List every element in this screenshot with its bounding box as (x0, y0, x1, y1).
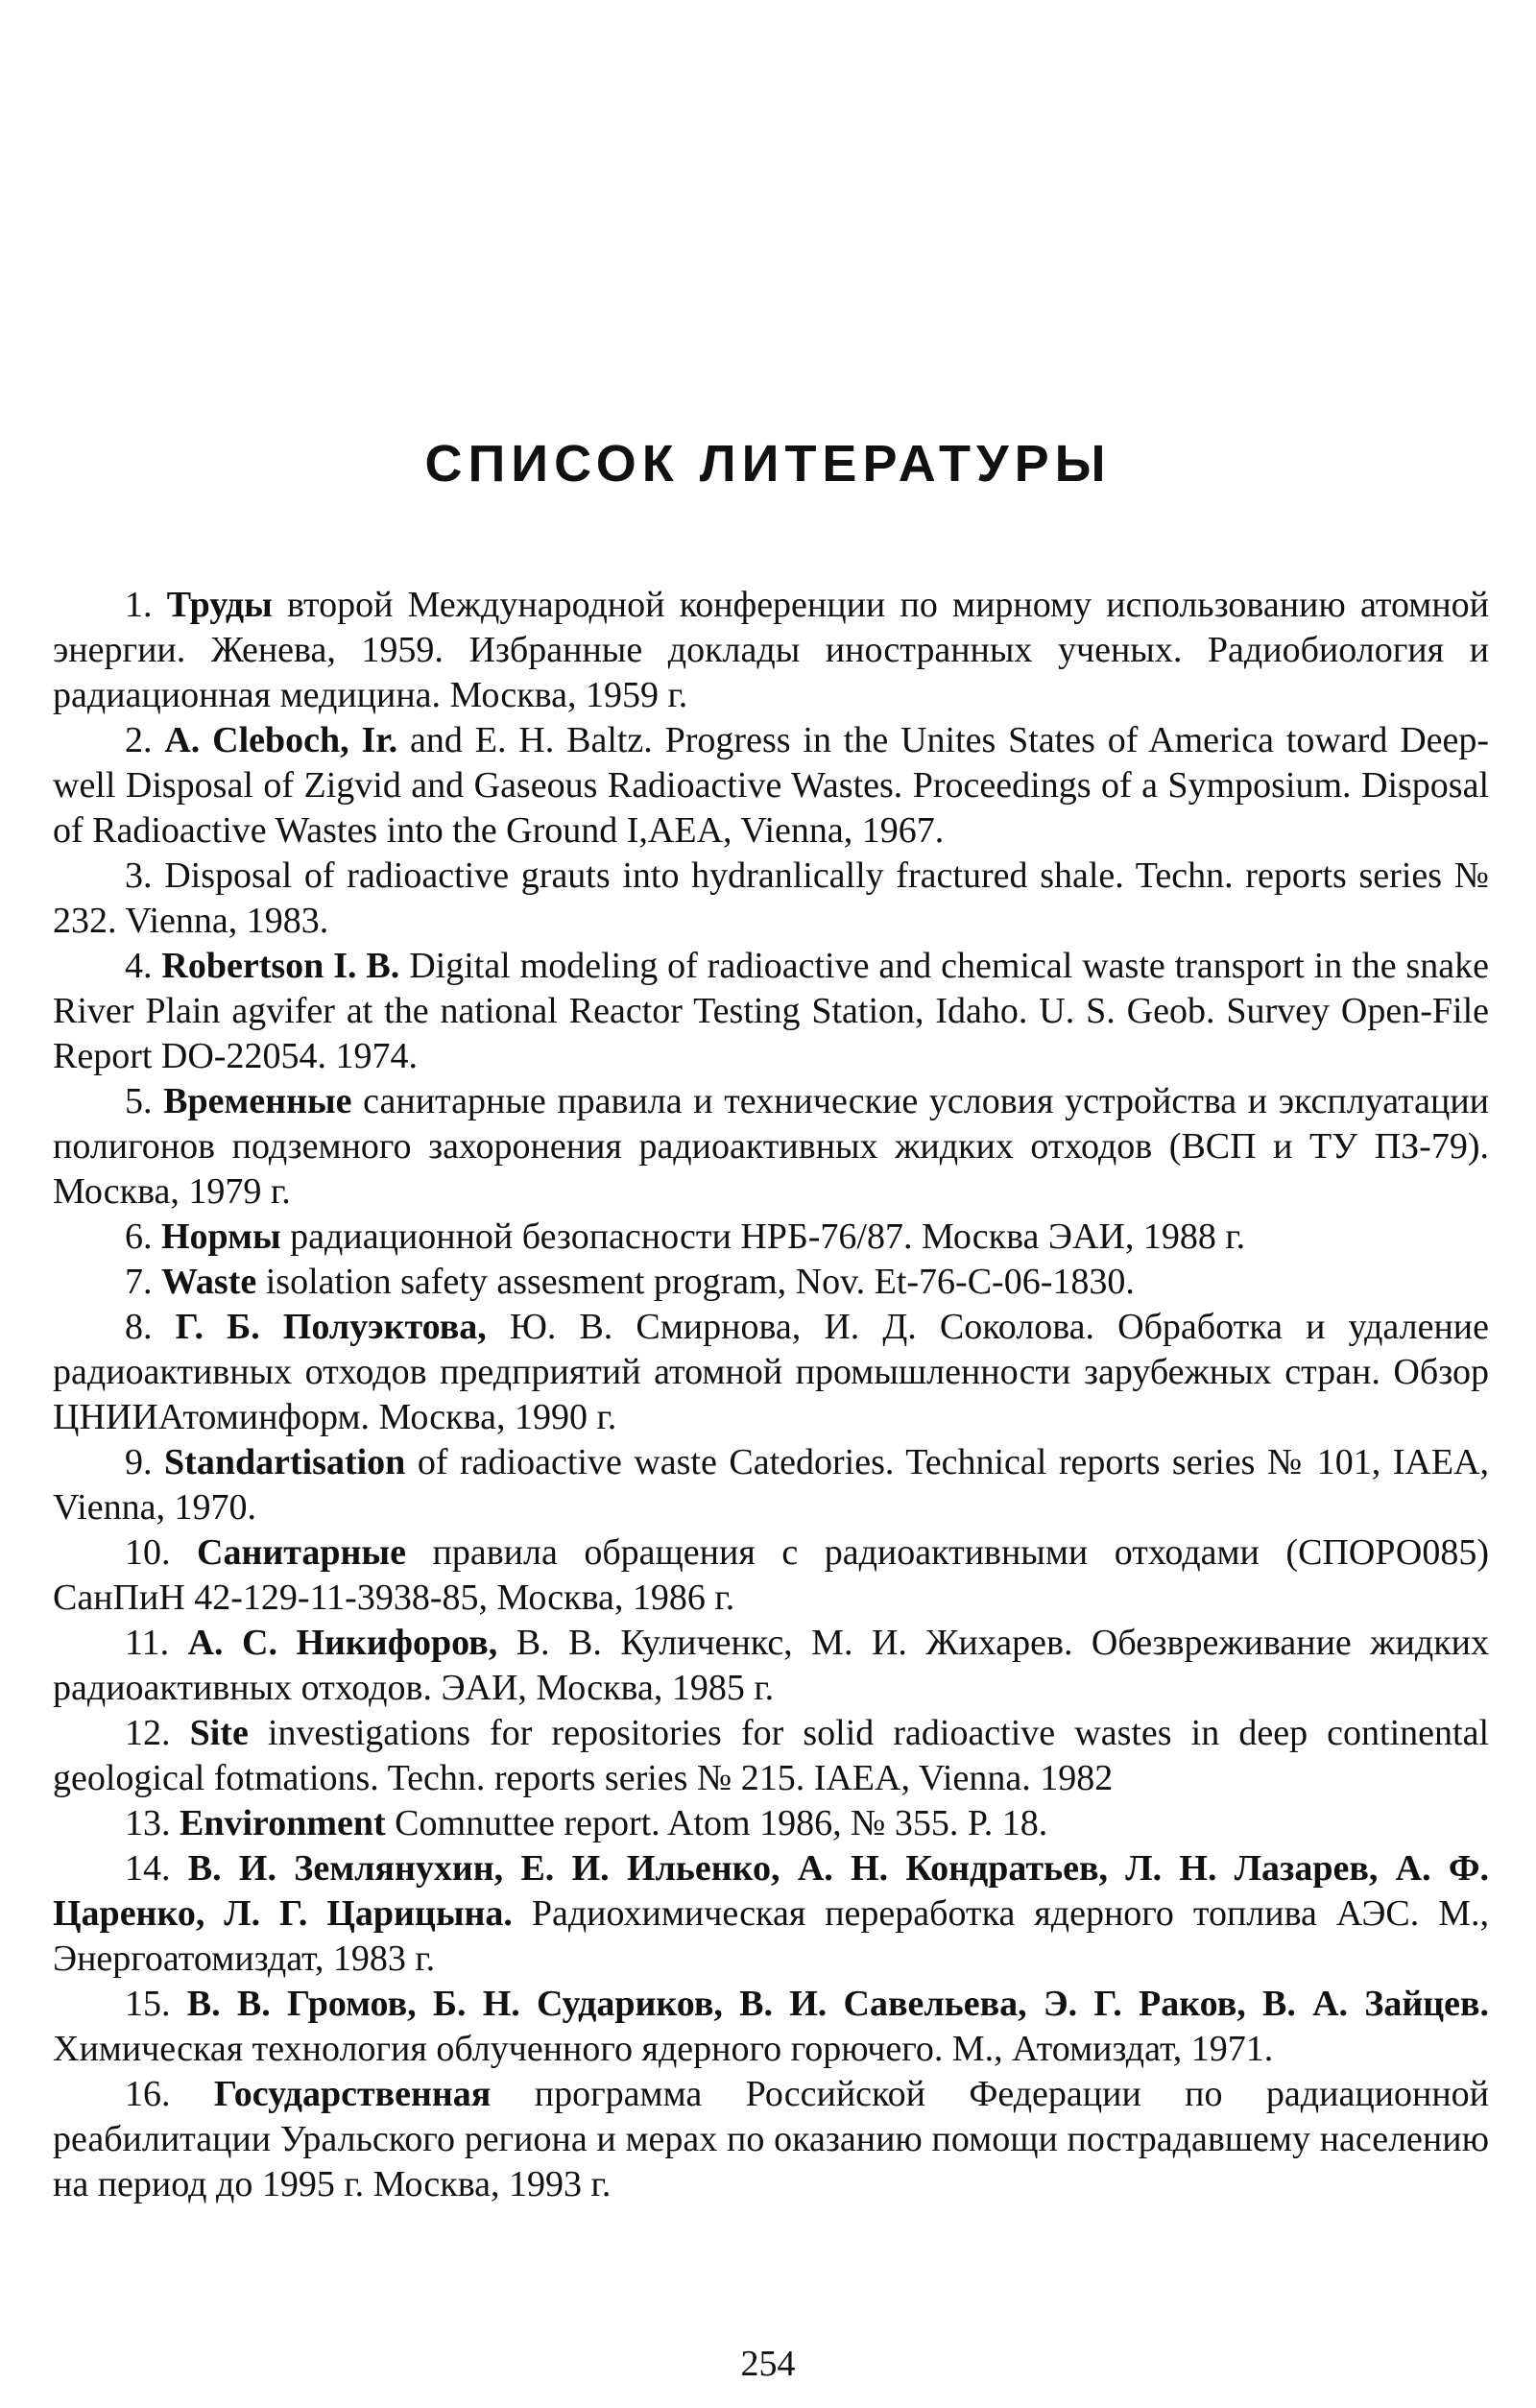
reference-item (53, 1846, 1489, 1982)
reference-text: investigations for repositories for solid radioactive wastes in deep continental geological fotmations. Techn. reports series № 215. IAEA, Vienna. 1982 (53, 1713, 1489, 1798)
reference-number: 5. (125, 1081, 153, 1121)
reference-author: В. И. Землянухин, Е. И. Ильенко, А. Н. Кондратьев, Л. Н. Лазарев, А. Ф. Царенко, Л. Г. Царицына. (53, 1848, 1490, 1934)
page-title: СПИСОК ЛИТЕРАТУРЫ (424, 435, 1112, 493)
reference-text: Comnuttee report. Atom 1986, № 355. P. 18. (395, 1803, 1048, 1843)
reference-number: 8. (125, 1307, 153, 1347)
reference-list (53, 583, 1489, 2207)
reference-item (53, 1982, 1489, 2072)
page-number: 254 (740, 2344, 796, 2384)
reference-number: 13. (125, 1803, 171, 1843)
reference-item (53, 1215, 1489, 1260)
reference-number: 6. (125, 1216, 153, 1257)
reference-text: and E. H. Baltz. Progress in the Unites States of America toward Deep-well Disposal of Zigvid and Gaseous Radioactive Wastes. Proceedings of a Symposium. Disposal of Radioactive Wastes into the Ground I,AEA, Vienna, 1967. (53, 720, 1490, 851)
reference-text: Радиохимическая переработка ядерного топлива АЭС. М., Энергоатомиздат, 1983 г. (53, 1893, 1489, 1979)
reference-item (53, 2072, 1489, 2207)
reference-text: санитарные правила и технические условия устройства и эксплуатации полигонов подземного захоронения радиоактивных жидких отходов (ВСП и ТУ ПЗ-79). Москва, 1979 г. (53, 1081, 1490, 1212)
reference-item (53, 854, 1489, 944)
reference-author: Environment (180, 1803, 386, 1843)
reference-author: Г. Б. Полуэктова, (175, 1307, 487, 1347)
reference-author: Waste (161, 1262, 257, 1302)
reference-number: 16. (125, 2074, 171, 2114)
reference-item (53, 1305, 1489, 1440)
reference-number: 1. (125, 585, 153, 625)
reference-author: Site (189, 1713, 249, 1753)
reference-item (53, 1801, 1489, 1846)
reference-text: Disposal of radioactive grauts into hydranlically fractured shale. Techn. reports series № 232. Vienna, 1983. (53, 855, 1490, 941)
reference-author: Временные (163, 1081, 352, 1121)
reference-item (53, 1260, 1489, 1305)
reference-text: В. В. Куличенкс, М. И. Жихарев. Обезвреживание жидких радиоактивных отходов. ЭАИ, Москва, 1985 г. (53, 1623, 1489, 1708)
reference-text: программа Российской Федерации по радиационной реабилитации Уральского региона и мерах по оказанию помощи пострадавшему населению на период до 1995 г. Москва, 1993 г. (53, 2074, 1490, 2204)
reference-text: of radioactive waste Catedories. Technical reports series № 101, IAEA, Vienna, 1970. (53, 1442, 1490, 1528)
reference-author: Нормы (161, 1216, 281, 1257)
reference-text: Ю. В. Смирнова, И. Д. Соколова. Обработка и удаление радиоактивных отходов предприятий атомной промышленности зарубежных стран. Обзор ЦНИИАтоминформ. Москва, 1990 г. (53, 1307, 1489, 1437)
reference-item (53, 583, 1489, 718)
reference-number: 2. (125, 720, 153, 760)
reference-text: правила обращения с радиоактивными отходами (СПОРО085) СанПиН 42-129-11-3938-85, Москва, 1986 г. (53, 1532, 1489, 1618)
reference-item (53, 1711, 1489, 1801)
reference-author: Труды (166, 585, 273, 625)
reference-text: радиационной безопасности НРБ-76/87. Москва ЭАИ, 1988 г. (290, 1216, 1246, 1257)
reference-author: A. Cleboch, Ir. (164, 720, 398, 760)
reference-number: 3. (125, 855, 153, 896)
reference-author: Государственная (213, 2074, 492, 2114)
reference-author: Robertson I. B. (161, 946, 400, 986)
reference-author: Санитарные (197, 1532, 406, 1573)
reference-author: Standartisation (164, 1442, 406, 1482)
reference-number: 9. (125, 1442, 153, 1482)
reference-author: В. В. Громов, Б. Н. Судариков, В. И. Савельева, Э. Г. Раков, В. А. Зайцев. (186, 1984, 1489, 2024)
reference-number: 11. (125, 1623, 170, 1663)
reference-text: второй Международной конференции по мирному использованию атомной энергии. Женева, 1959. Избранные доклады иностранных ученых. Радиобиология и радиационная медицина. Москва, 1959 г. (53, 585, 1489, 715)
reference-number: 12. (125, 1713, 171, 1753)
reference-item (53, 1621, 1489, 1711)
reference-item (53, 718, 1489, 854)
reference-item (53, 1440, 1489, 1530)
reference-text: isolation safety assesment program, Nov. Et-76-C-06-1830. (265, 1262, 1135, 1302)
reference-number: 15. (125, 1984, 171, 2024)
reference-item (53, 1530, 1489, 1621)
reference-author: А. С. Никифоров, (187, 1623, 498, 1663)
reference-number: 4. (125, 946, 153, 986)
reference-number: 10. (125, 1532, 171, 1573)
reference-number: 14. (125, 1848, 171, 1889)
reference-item (53, 944, 1489, 1079)
reference-item (53, 1079, 1489, 1215)
reference-number: 7. (125, 1262, 153, 1302)
reference-text: Digital modeling of radioactive and chemical waste transport in the snake River Plain agvifer at the national Reactor Testing Station, Idaho. U. S. Geob. Survey Open-File Report DO-22054. 1974. (53, 946, 1489, 1076)
reference-text: Химическая технология облученного ядерного горючего. М., Атомиздат, 1971. (53, 2029, 1274, 2069)
